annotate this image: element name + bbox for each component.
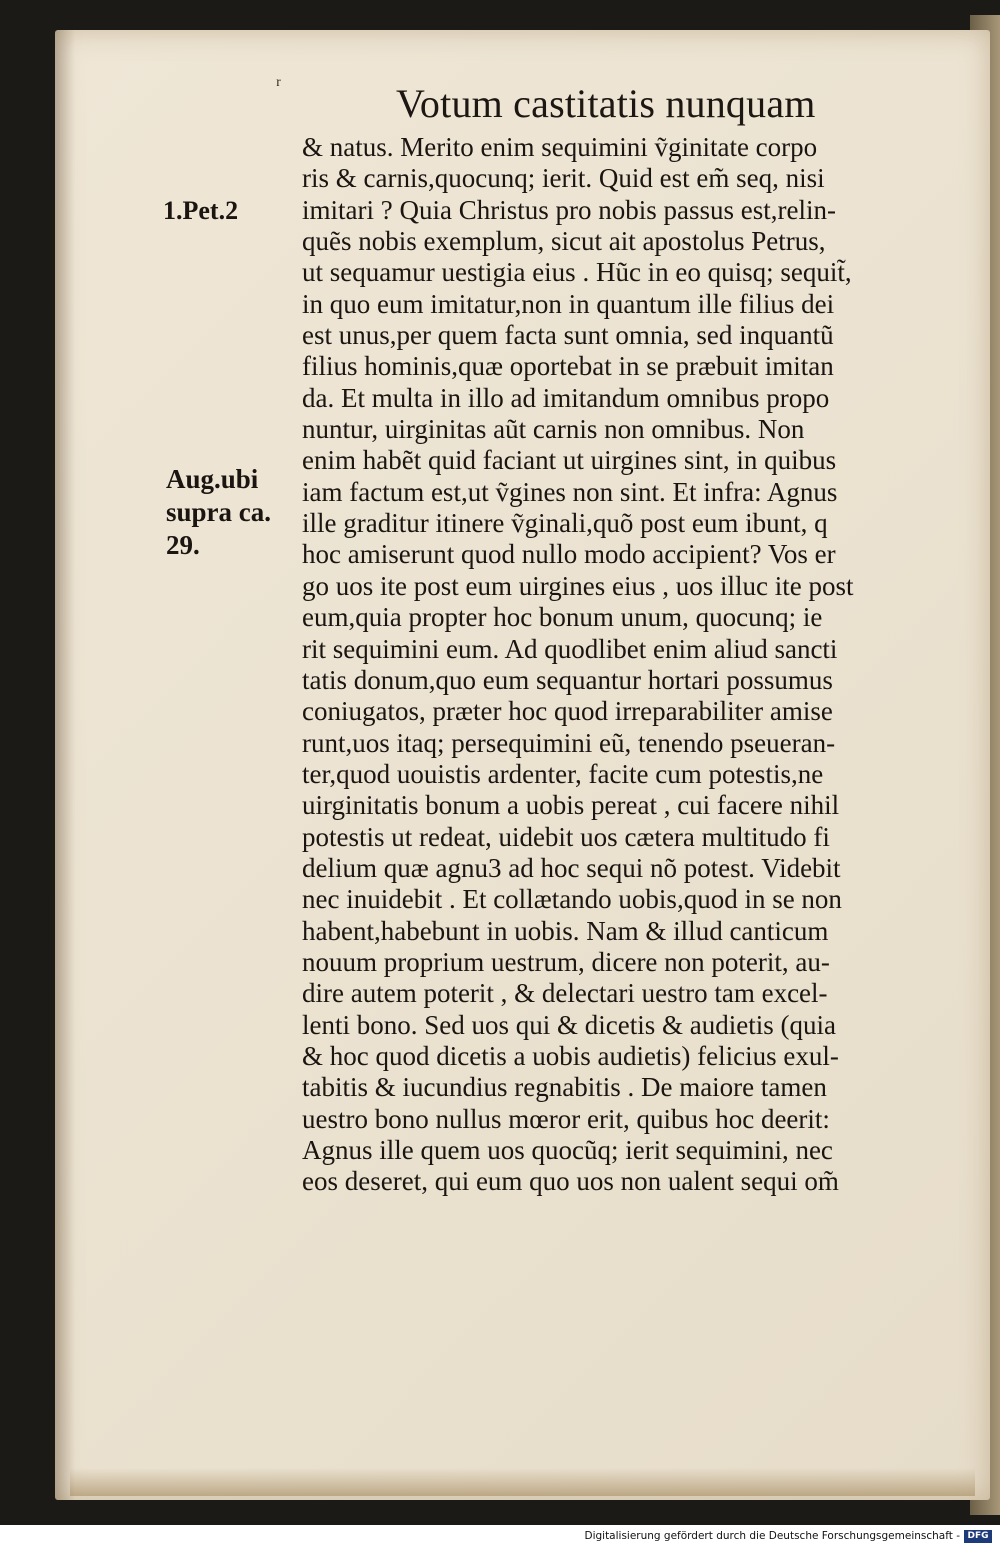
text-line: enim habẽt quid faciant ut uirgines sint, in quibus xyxy=(302,445,837,476)
text-line: quẽs nobis exemplum, sicut ait apostolus Petrus, xyxy=(302,226,826,257)
text-line: in quo eum imitatur,non in quantum ille filius dei xyxy=(302,288,835,319)
text-line: nouum proprium uestrum, dicere non poterit, au- xyxy=(302,946,830,977)
text-line: ris & carnis,quocunq; ierit. Quid est em̃ seq, nisi xyxy=(302,163,825,194)
text-line: lenti bono. Sed uos qui & dicetis & audietis (quia xyxy=(302,1009,836,1040)
page-gutter-shadow xyxy=(55,30,75,1500)
text-line: da. Et multa in illo ad imitandum omnibus propo xyxy=(302,382,830,413)
text-line: nuntur, uirginitas aũt carnis non omnibus. Non xyxy=(302,414,805,445)
text-line: est unus,per quem facta sunt omnia, sed inquantũ xyxy=(302,320,834,351)
main-text-block xyxy=(302,132,927,1198)
footer-credit: Digitalisierung gefördert durch die Deutsche Forschungsgemeinschaft - xyxy=(584,1530,960,1542)
marginal-reference-peter: 1.Pet.2 xyxy=(163,196,239,225)
text-line: & hoc quod dicetis a uobis audietis) felicius exul- xyxy=(302,1040,839,1071)
text-line: & natus. Merito enim sequimini ṽginitate corpo xyxy=(302,132,818,162)
marginal-line: Aug.ubi xyxy=(166,464,259,494)
text-line: tabitis & iucundius regnabitis . De maiore tamen xyxy=(302,1072,827,1103)
text-line: ille graditur itinere ṽginali,quõ post eum ibunt, q xyxy=(302,508,828,539)
text-line: ter,quod uouistis ardenter, facite cum potestis,ne xyxy=(302,758,824,789)
text-line: uestro bono nullus mœror erit, quibus hoc deerit: xyxy=(302,1103,830,1134)
text-line: habent,habebunt in uobis. Nam & illud canticum xyxy=(302,915,829,946)
text-line: rit sequimini eum. Ad quodlibet enim aliud sancti xyxy=(302,633,838,664)
text-line: iam factum est,ut ṽgines non sint. Et infra: Agnus xyxy=(302,476,838,507)
text-line: runt,uos itaq; persequimini eũ, tenendo pseueran- xyxy=(302,727,836,758)
text-line: Agnus ille quem uos quocũq; ierit sequimini, nec xyxy=(302,1135,833,1165)
marginal-line: supra ca. xyxy=(166,497,272,527)
text-line: dire autem poterit , & delectari uestro tam excel- xyxy=(302,978,828,1009)
text-line: tatis donum,quo eum sequantur hortari possumus xyxy=(302,664,833,695)
ink-mark: ʳ xyxy=(276,72,281,97)
page-stain xyxy=(70,1468,975,1496)
marginal-line: 29. xyxy=(166,530,200,560)
text-line: filius hominis,quæ oportebat in se præbuit imitan xyxy=(302,351,834,382)
text-line: delium quæ agnu3 ad hoc sequi nõ potest. Videbit xyxy=(302,852,841,883)
text-line: eum,quia propter hoc bonum unum, quocunq; ie xyxy=(302,602,823,633)
text-line: uirginitatis bonum a uobis pereat , cui facere nihil xyxy=(302,790,840,821)
text-line: coniugatos, præter hoc quod irreparabiliter amise xyxy=(302,696,833,727)
text-line: nec inuidebit . Et collætando uobis,quod in se non xyxy=(302,884,842,915)
running-head: Votum castitatis nunquam xyxy=(396,81,816,126)
text-line: ut sequamur uestigia eius . Hũc in eo quisq; sequit̃, xyxy=(302,257,852,288)
text-line: eos deseret, qui eum quo uos non ualent sequi om̃ xyxy=(302,1166,839,1197)
text-line: imitari ? Quia Christus pro nobis passus est,relin- xyxy=(302,194,836,225)
marginal-reference-augustine xyxy=(166,463,271,562)
text-line: hoc amiserunt quod nullo modo accipient? Vos er xyxy=(302,539,836,570)
dfg-logo-icon: DFG xyxy=(964,1530,992,1543)
text-line: potestis ut redeat, uidebit uos cætera multitudo fi xyxy=(302,821,830,852)
text-line: go uos ite post eum uirgines eius , uos illuc ite post xyxy=(302,570,854,601)
